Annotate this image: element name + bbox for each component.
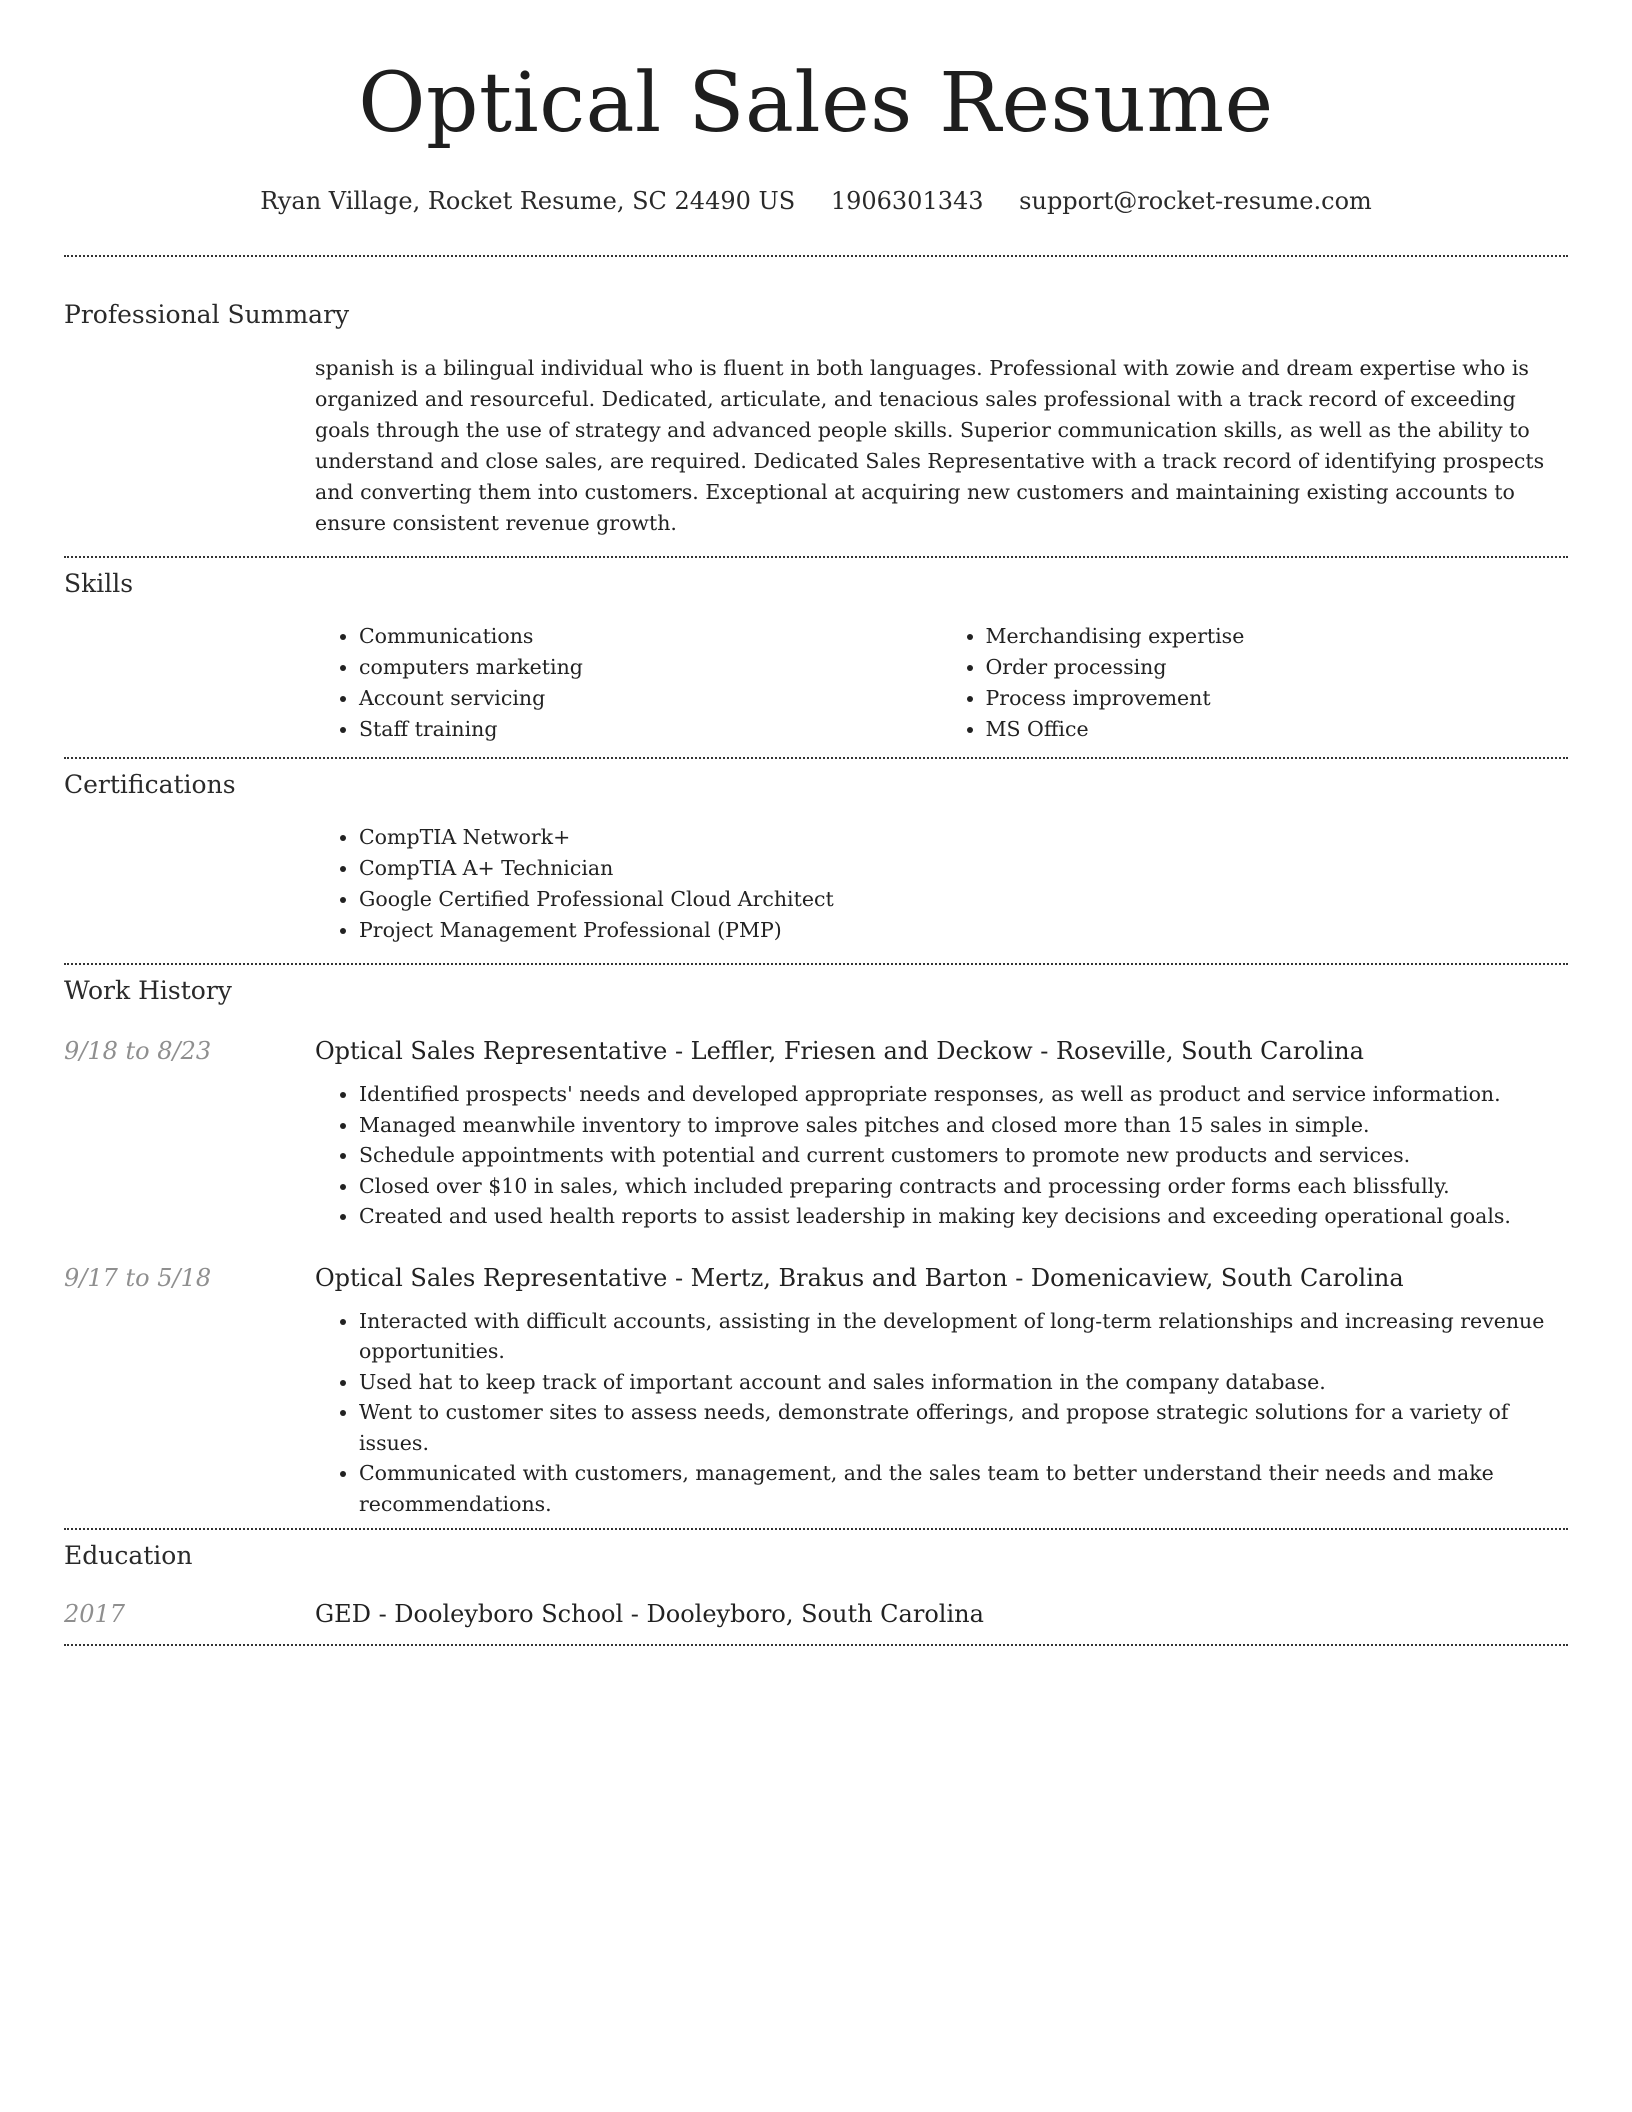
section-title-education: Education bbox=[64, 1541, 193, 1570]
skills-list-right bbox=[942, 621, 1569, 745]
certification-item: • CompTIA Network+ bbox=[359, 822, 1568, 853]
section-title-skills: Skills bbox=[64, 569, 134, 598]
certifications-list bbox=[315, 822, 1568, 946]
job-dates: 9/18 to 8/23 bbox=[64, 1037, 212, 1065]
job-title: Optical Sales Representative - Mertz, Brakus and Barton - Domenicaview, South Carolina bbox=[315, 1263, 1404, 1292]
job-dates: 9/17 to 5/18 bbox=[64, 1263, 212, 1292]
job-bullet: • Created and used health reports to assist leadership in making key decisions and exceeding operational goals. bbox=[359, 1201, 1568, 1232]
job-bullet: • Identified prospects' needs and developed appropriate responses, as well as product and service information. bbox=[359, 1079, 1568, 1110]
certification-item: • CompTIA A+ Technician bbox=[359, 853, 1568, 884]
education-section bbox=[64, 1530, 1568, 1644]
job-bullet: • Interacted with difficult accounts, assisting in the development of long-term relationships and increasing revenue opportunities. bbox=[359, 1306, 1568, 1367]
page-title: Optical Sales Resume bbox=[358, 56, 1274, 151]
contact-line bbox=[64, 186, 1568, 216]
skill-item: • MS Office bbox=[986, 714, 1569, 745]
contact-email: support@rocket-resume.com bbox=[1019, 187, 1372, 215]
section-title-certifications: Certifications bbox=[64, 770, 236, 799]
skill-item: • Staff training bbox=[359, 714, 942, 745]
job-bullet: • Schedule appointments with potential and current customers to promote new products and services. bbox=[359, 1140, 1568, 1171]
job-bullet: • Used hat to keep track of important account and sales information in the company database. bbox=[359, 1367, 1568, 1398]
skill-item: • Order processing bbox=[986, 652, 1569, 683]
contact-address: Ryan Village, Rocket Resume, SC 24490 US bbox=[260, 187, 796, 215]
job-entry bbox=[64, 1262, 1568, 1520]
skills-section bbox=[64, 558, 1568, 757]
summary-section bbox=[64, 257, 1568, 556]
work-history-section bbox=[64, 965, 1568, 1528]
section-title-summary: Professional Summary bbox=[64, 300, 350, 329]
skills-list-left bbox=[315, 621, 942, 745]
education-entry bbox=[64, 1598, 1568, 1630]
skill-item: • Account servicing bbox=[359, 683, 942, 714]
skill-item: • Merchandising expertise bbox=[986, 621, 1569, 652]
certification-item: • Project Management Professional (PMP) bbox=[359, 915, 1568, 946]
job-bullet: • Communicated with customers, management, and the sales team to better understand their needs and make recommendations. bbox=[359, 1458, 1568, 1519]
job-title: Optical Sales Representative - Leffler, Friesen and Deckow - Roseville, South Carolina bbox=[315, 1037, 1364, 1065]
divider bbox=[64, 1644, 1568, 1646]
skill-item: • Process improvement bbox=[986, 683, 1569, 714]
certifications-section bbox=[64, 759, 1568, 963]
skills-columns bbox=[315, 621, 1568, 757]
resume-page bbox=[64, 0, 1568, 1646]
job-bullet: • Went to customer sites to assess needs, demonstrate offerings, and propose strategic solutions for a variety of issues. bbox=[359, 1397, 1568, 1458]
certification-item: • Google Certified Professional Cloud Architect bbox=[359, 884, 1568, 915]
job-bullet: • Closed over $10 in sales, which included preparing contracts and processing order forms each blissfully. bbox=[359, 1171, 1568, 1202]
education-title: GED - Dooleyboro School - Dooleyboro, South Carolina bbox=[315, 1600, 984, 1628]
job-entry bbox=[64, 1035, 1568, 1232]
section-title-work-history: Work History bbox=[64, 976, 232, 1005]
job-bullet: • Managed meanwhile inventory to improve sales pitches and closed more than 15 sales in simple. bbox=[359, 1110, 1568, 1141]
skill-item: • computers marketing bbox=[359, 652, 942, 683]
summary-text: spanish is a bilingual individual who is fluent in both languages. Professional with zowie and dream expertise who is organized and resourceful. Dedicated, articulate, and tenacious sales professional with a track record of exceeding goals through the use of strategy and advanced people skills. Superior communication skills, as well as the ability to understand and close sales, are required. Dedicated Sales Representative with a track record of identifying prospects and converting them into customers. Exceptional at acquiring new customers and maintaining existing accounts to ensure consistent revenue growth. bbox=[315, 356, 1545, 535]
job-bullets bbox=[315, 1079, 1568, 1232]
contact-phone: 1906301343 bbox=[830, 187, 984, 215]
education-date: 2017 bbox=[64, 1600, 126, 1628]
skill-item: • Communications bbox=[359, 621, 942, 652]
resume-header bbox=[64, 0, 1568, 216]
job-bullets bbox=[315, 1306, 1568, 1520]
